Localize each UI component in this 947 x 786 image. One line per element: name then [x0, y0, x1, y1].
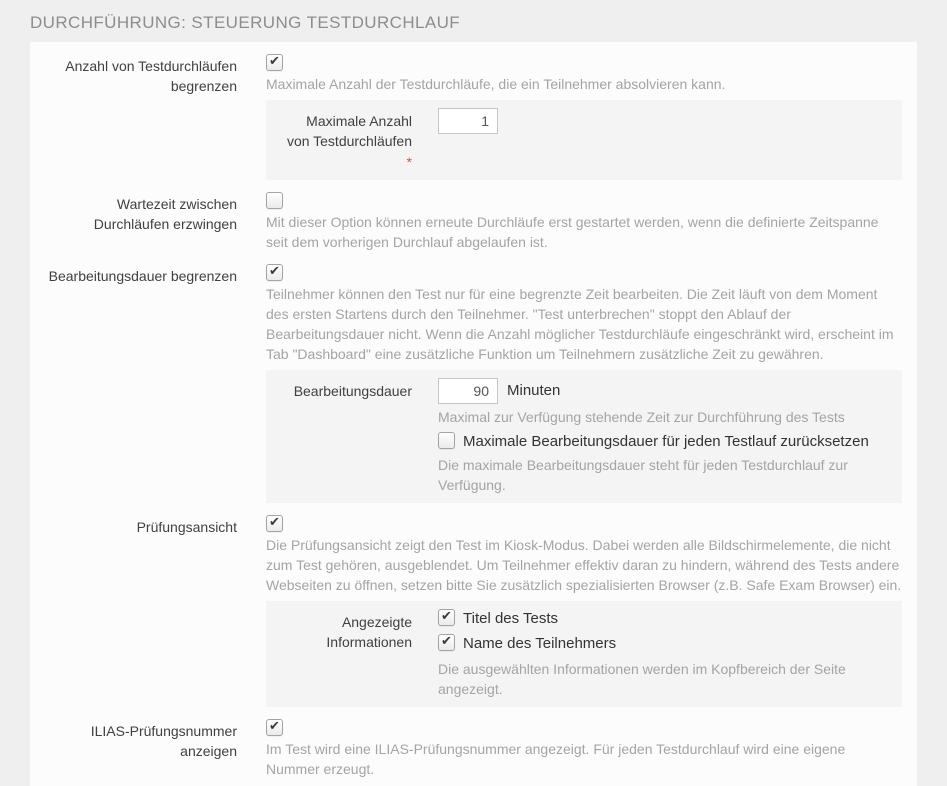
- reset-duration-option: [438, 432, 882, 451]
- duration-label: Bearbeitungsdauer: [293, 382, 412, 399]
- required-marker: *: [406, 153, 412, 170]
- form-row-limit-passes: [45, 54, 902, 180]
- processing-time-byline: Teilnehmer können den Test nur für eine begrenzte Zeit bearbeiten. Die Zeit läuft von dem Moment des ersten Startens durch den Teilnehmer. "Test unterbrechen" stoppt den Ablauf der Bearbeitungsdauer nicht. Wenn die Anzahl möglicher Testdurchläufe eingeschränkt wird, erscheint im Tab "Dashboard" eine zusätzliche Funktion um Teilnehmern zusätzliche Zeit zu gewähren.: [266, 285, 894, 362]
- max-passes-label: Maximale Anzahl von Testdurchläufen *: [286, 113, 412, 170]
- limit-passes-checkbox[interactable]: [266, 54, 283, 71]
- shown-info-label: Angezeigte Informationen: [326, 613, 412, 651]
- reset-duration-label: Maximale Bearbeitungsdauer für jeden Testlauf zurücksetzen: [463, 432, 869, 450]
- exam-id-checkbox[interactable]: [266, 719, 283, 736]
- page-title: DURCHFÜHRUNG: STEUERUNG TESTDURCHLAUF: [30, 13, 461, 32]
- form-row-waiting-time: [45, 192, 902, 252]
- max-passes-input[interactable]: [438, 108, 498, 134]
- form-row-kiosk: [45, 515, 902, 707]
- show-name-checkbox[interactable]: [438, 634, 455, 651]
- show-name-option: [438, 634, 882, 653]
- exam-id-byline: Im Test wird eine ILIAS-Prüfungsnummer angezeigt. Für jeden Testdurchlauf wird eine eigene Nummer erzeugt.: [266, 740, 846, 777]
- duration-unit-label: Minuten: [507, 382, 561, 400]
- duration-input[interactable]: [438, 378, 498, 404]
- kiosk-checkbox[interactable]: [266, 515, 283, 532]
- reset-duration-checkbox[interactable]: [438, 432, 455, 449]
- waiting-time-checkbox[interactable]: [266, 192, 283, 209]
- duration-byline: Maximal zur Verfügung stehende Zeit zur Durchführung des Tests: [438, 408, 845, 425]
- limit-passes-subpanel: [266, 100, 902, 180]
- waiting-time-byline: Mit dieser Option können erneute Durchläufe erst gestartet werden, wenn die definierte Zeitspanne seit dem vorherigen Durchlauf abgelaufen ist.: [266, 213, 879, 250]
- form-row-exam-id: [45, 719, 902, 779]
- form-row-processing-time: [45, 264, 902, 503]
- limit-passes-byline: Maximale Anzahl der Testdurchläufe, die ein Teilnehmer absolvieren kann.: [266, 76, 726, 92]
- shown-info-byline: Die ausgewählten Informationen werden im Kopfbereich der Seite angezeigt.: [438, 660, 846, 697]
- processing-time-label: Bearbeitungsdauer begrenzen: [48, 267, 237, 284]
- reset-duration-byline: Die maximale Bearbeitungsdauer steht für jeden Testdurchlauf zur Verfügung.: [438, 456, 848, 493]
- settings-form-panel: [30, 42, 917, 786]
- waiting-time-label: Wartezeit zwischen Durchläufen erzwingen: [93, 195, 237, 233]
- kiosk-subpanel: [266, 601, 902, 707]
- processing-time-subpanel: [266, 370, 902, 503]
- kiosk-byline: Die Prüfungsansicht zeigt den Test im Kiosk-Modus. Dabei werden alle Bildschirmelemente, die nicht zum Test gehören, ausgeblendet. Um Teilnehmer effektiv daran zu hindern, während des Tests andere Webseiten zu öffnen, setzen bitte Sie zusätzlich spezialisierten Browser (z.B. Safe Exam Browser) ein.: [266, 536, 902, 593]
- show-title-checkbox[interactable]: [438, 609, 455, 626]
- show-title-label: Titel des Tests: [463, 609, 559, 627]
- kiosk-label: Prüfungsansicht: [136, 518, 237, 535]
- show-title-option: [438, 609, 882, 628]
- limit-passes-label: Anzahl von Testdurchläufen begrenzen: [65, 58, 237, 95]
- show-name-label: Name des Teilnehmers: [463, 634, 617, 652]
- processing-time-checkbox[interactable]: [266, 264, 283, 281]
- exam-id-label: ILIAS-Prüfungsnummer anzeigen: [90, 722, 237, 760]
